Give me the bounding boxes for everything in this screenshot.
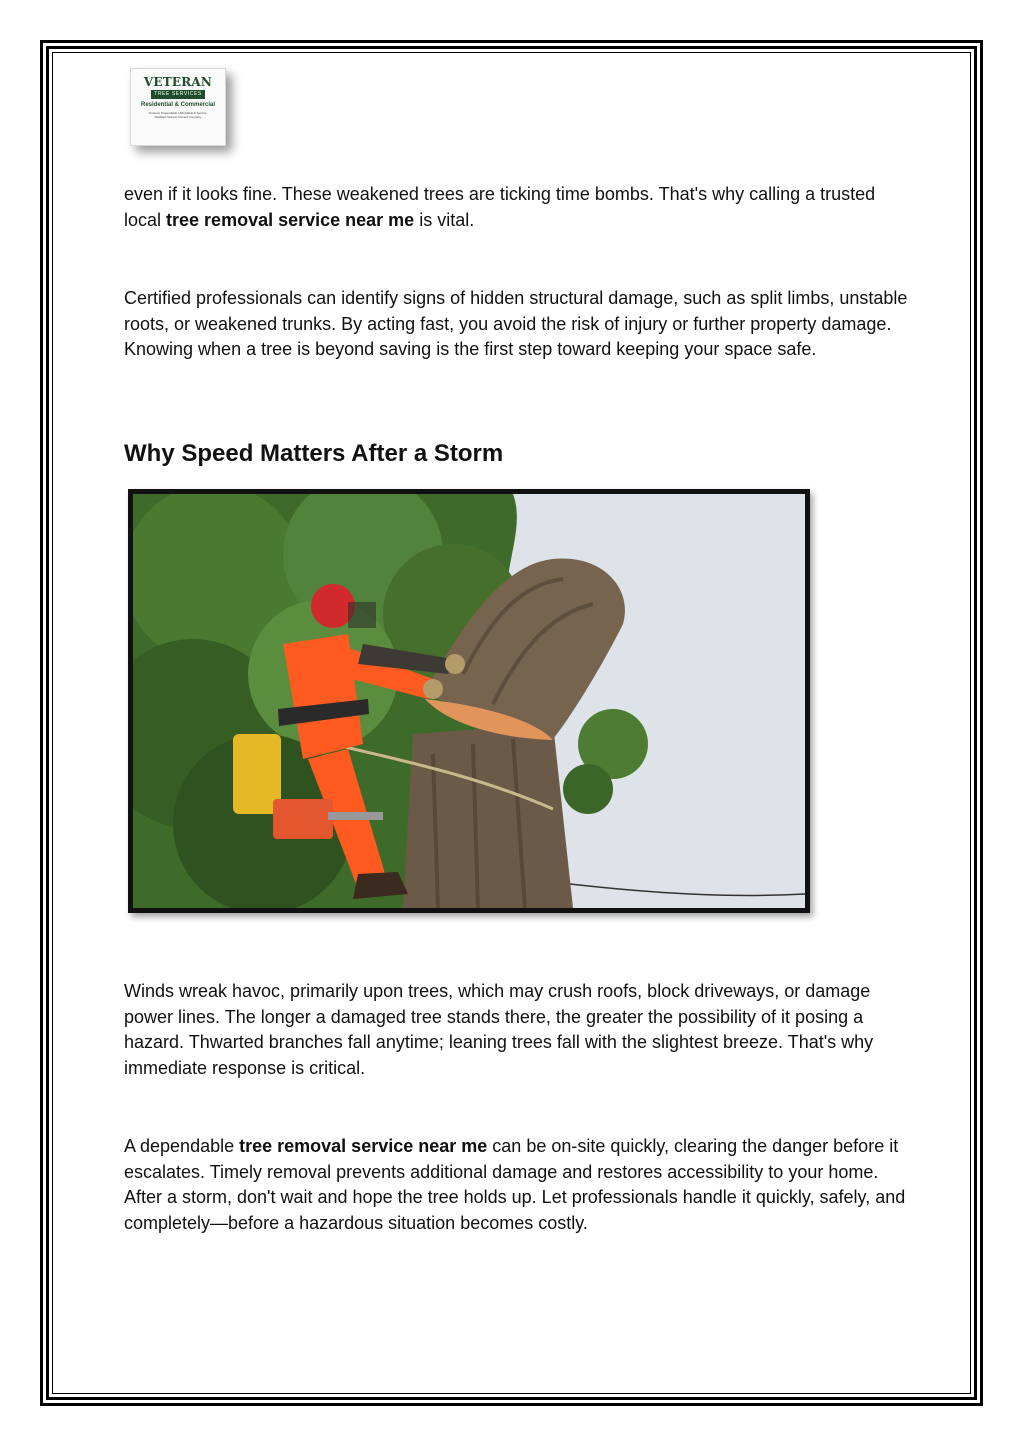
arborist-photo (128, 489, 810, 913)
paragraph-intro (124, 182, 914, 233)
keyword-bold: tree removal service near me (166, 209, 415, 230)
paragraph-dependable-text: can be on-site quickly, clearing the danger before it escalates. Timely removal prevents additional damage and restores accessibility to your home. After a storm, don't wait and hope the tree holds up. Let professionals handle it quickly, safely, and completely—before a hazardous situation becomes costly. (124, 1136, 906, 1233)
section-heading: Why Speed Matters After a Storm (124, 440, 504, 467)
paragraph-winds: Winds wreak havoc, primarily upon trees, which may crush roofs, block driveways, or damage power lines. The longer a damaged tree stands there, the greater the possibility of it posing a hazard. Thwarted branches fall anytime; leaning trees fall with the slightest breeze. That's why immediate response is critical. (124, 981, 874, 1078)
logo-wordmark: VETERAN (143, 75, 213, 89)
paragraph-dependable (124, 1134, 914, 1236)
logo-subtitle: Residential & Commercial (140, 102, 216, 108)
logo-band: TREE SERVICES (151, 90, 205, 99)
paragraph-certified: Certified professionals can identify signs of hidden structural damage, such as split limbs, unstable roots, or weakened trunks. By acting fast, you avoid the risk of injury or further property damage. Knowing when a tree is beyond saving is the first step toward keeping your space safe. (124, 288, 908, 360)
logo-card (130, 68, 226, 146)
logo-tagline: Trusted | Dependable | Affordable A Service-Disabled Veteran Owned Company (148, 111, 208, 119)
paragraph-intro-text: even if it looks fine. These weakened trees are ticking time bombs. That's why calling a trusted local (124, 184, 876, 230)
paragraph-dependable-start: A dependable (124, 1136, 240, 1156)
paragraph-intro-end: is vital. (414, 209, 475, 230)
keyword-bold-2: tree removal service near me (239, 1136, 488, 1156)
company-logo (130, 68, 245, 163)
arborist-illustration (133, 494, 805, 908)
